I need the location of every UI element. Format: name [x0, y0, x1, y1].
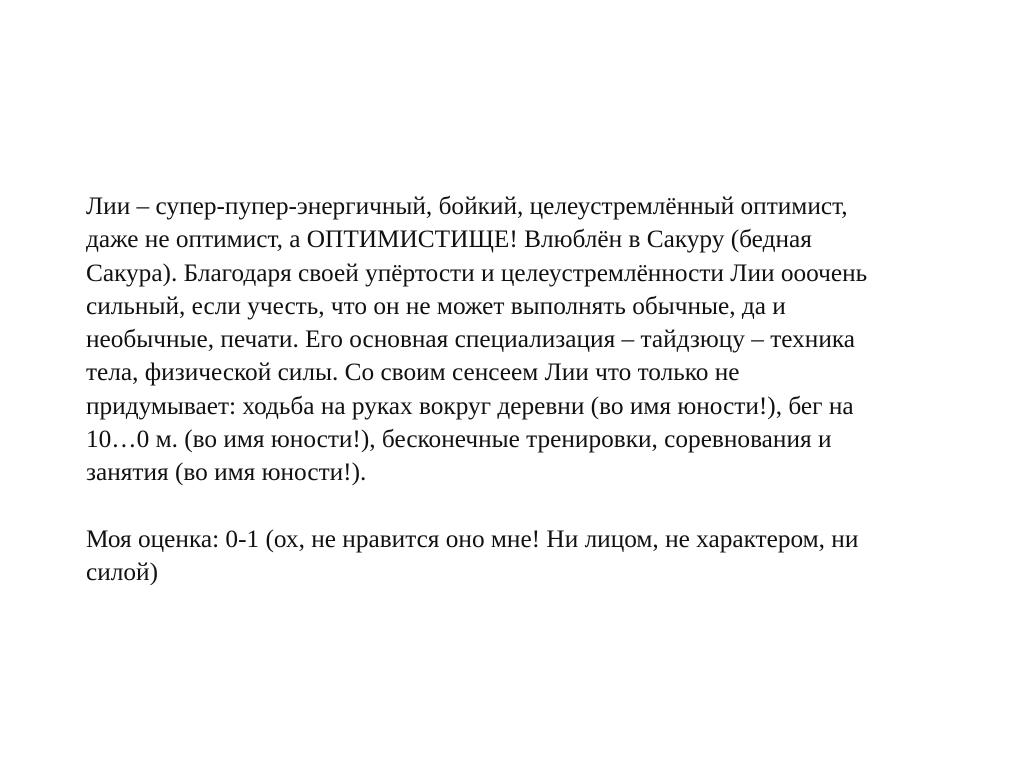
rating-line: силой) — [86, 558, 158, 587]
description-paragraph — [86, 190, 986, 490]
description-line: 10…0 м. (во имя юности!), бесконечные тренировки, соревнования и — [86, 425, 832, 454]
description-line: сильный, если учесть, что он не может выполнять обычные, да и — [86, 291, 786, 320]
rating-paragraph — [86, 523, 986, 590]
description-line: даже не оптимист, а ОПТИМИСТИЩЕ! Влюблён в Сакуру (бедная — [86, 225, 812, 254]
description-line: Сакура). Благодаря своей упёртости и целеустремлённости Лии ооочень — [86, 258, 868, 287]
slide-text-body — [86, 190, 986, 590]
description-line: занятия (во имя юности!). — [86, 458, 367, 487]
description-line: необычные, печати. Его основная специализация – тайдзюцу – техника — [86, 325, 856, 354]
description-line: тела, физической силы. Со своим сенсеем Лии что только не — [86, 358, 740, 387]
rating-line: Моя оценка: 0-1 (ох, не нравится оно мне! Ни лицом, не характером, ни — [86, 524, 859, 553]
description-line: придумывает: ходьба на руках вокруг деревни (во имя юности!), бег на — [86, 391, 854, 420]
description-line: Лии – супер-пупер-энергичный, бойкий, целеустремлённый оптимист, — [86, 192, 848, 220]
